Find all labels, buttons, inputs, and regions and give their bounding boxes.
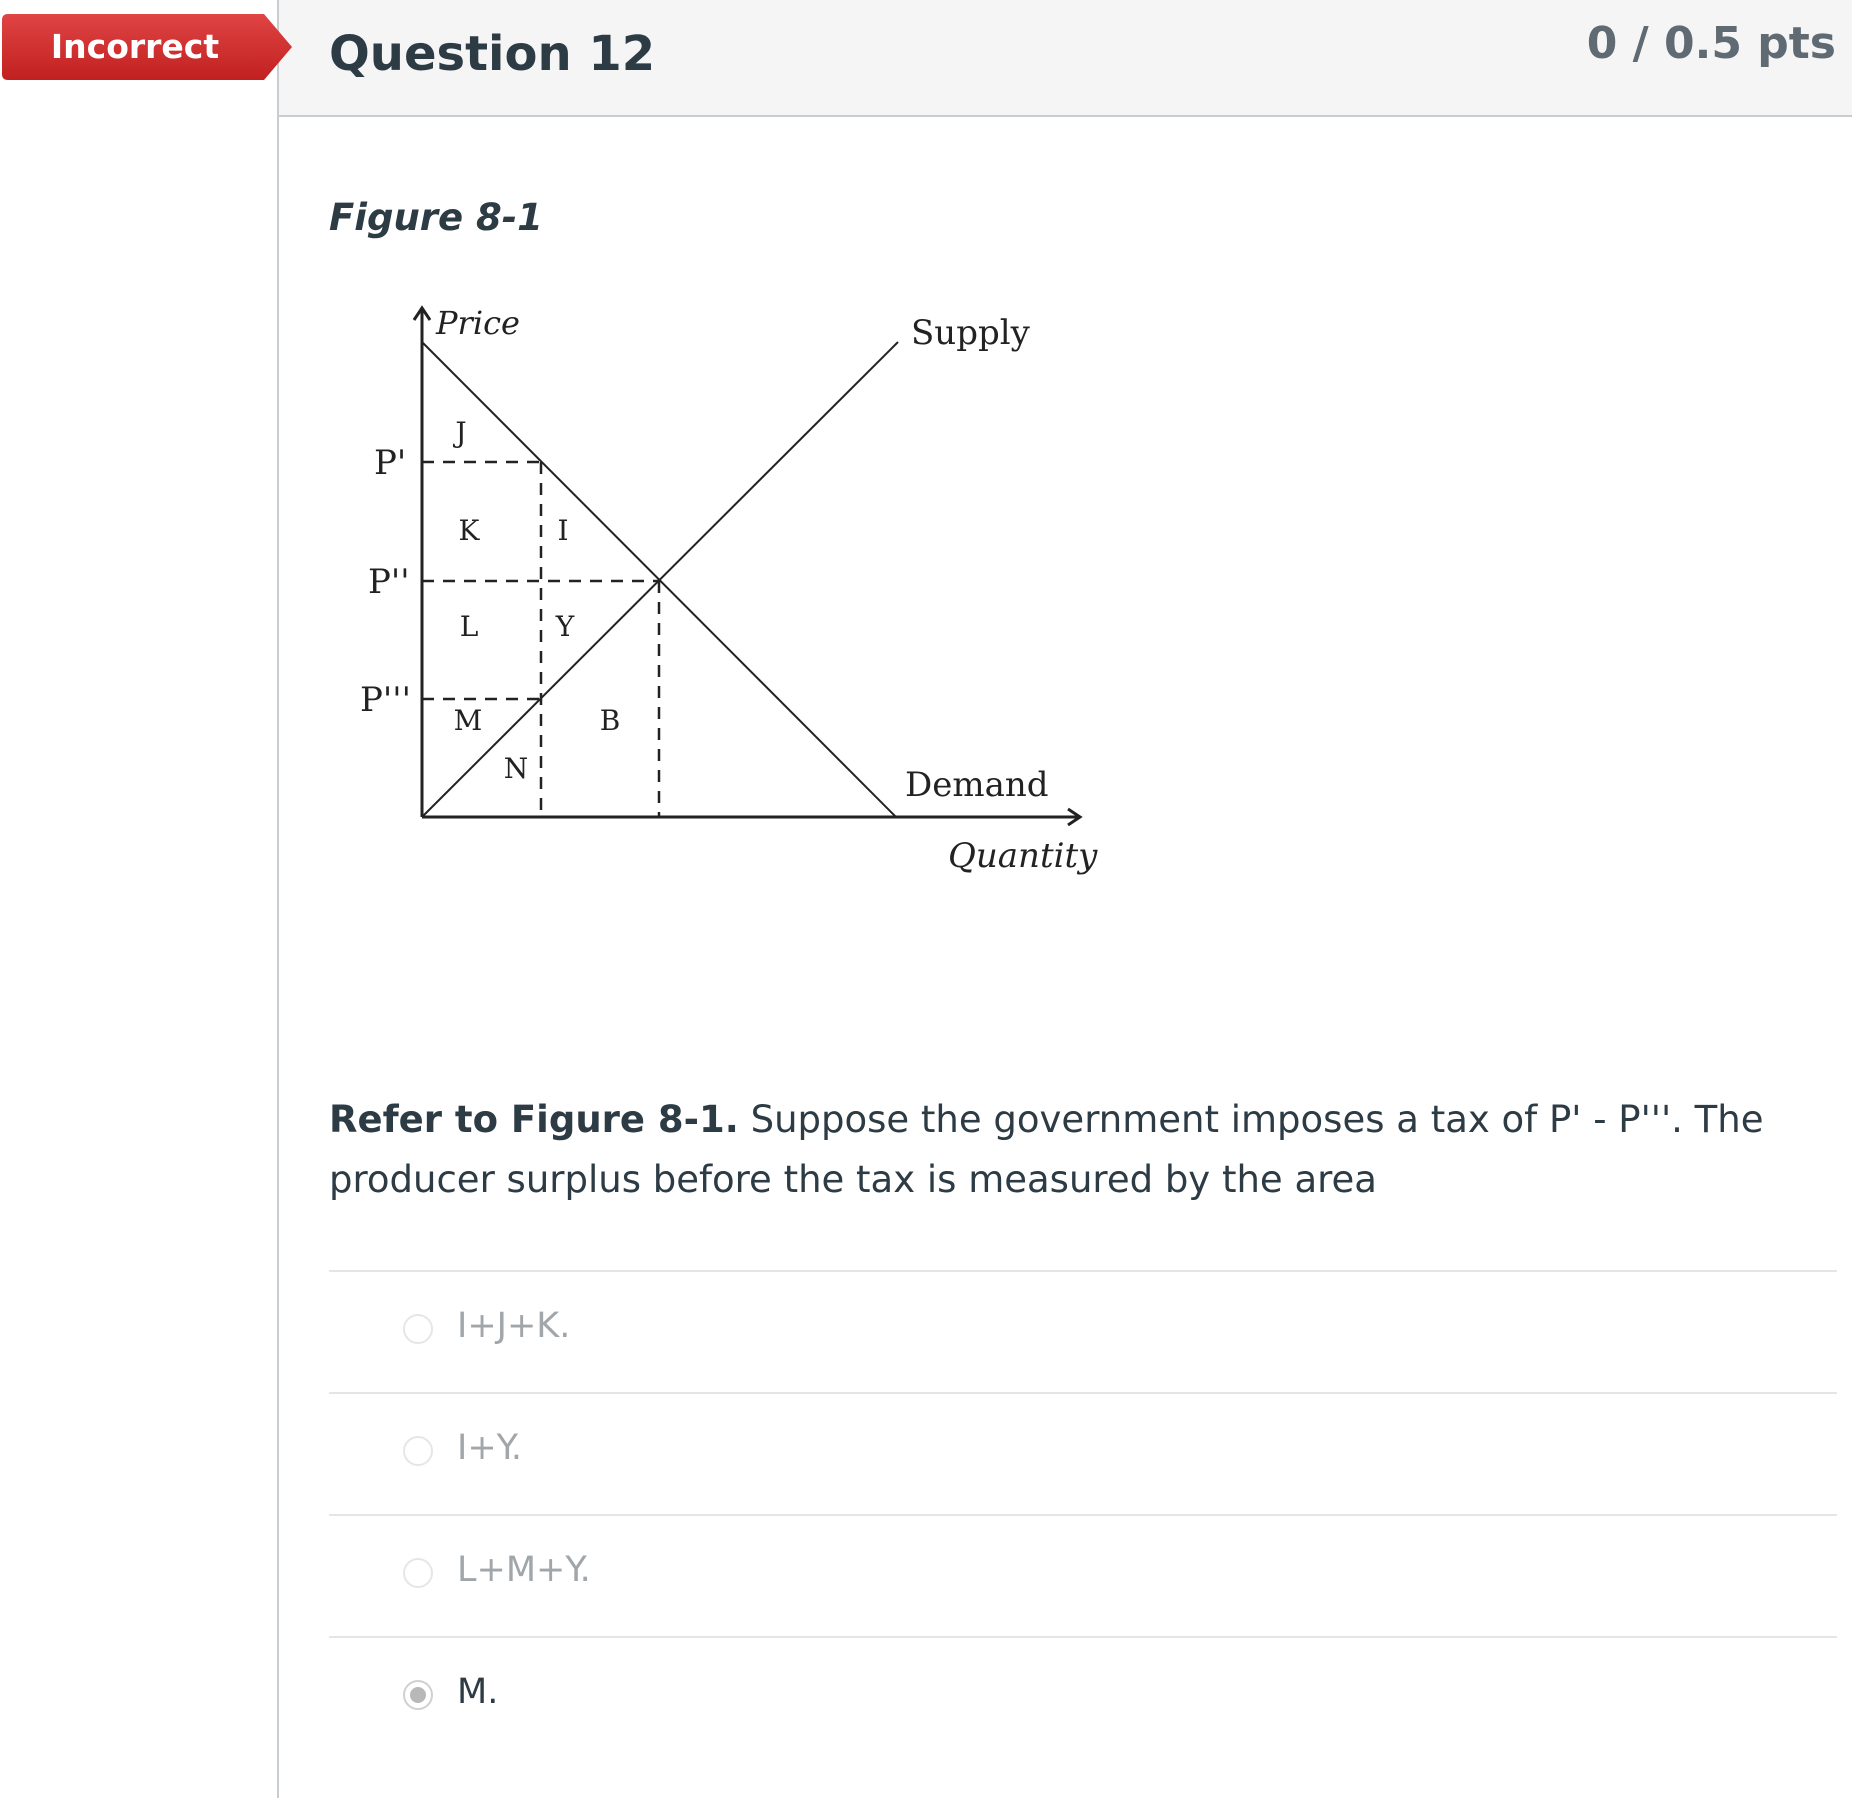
- answer-option-4[interactable]: [329, 1636, 1837, 1758]
- incorrect-badge: [2, 14, 280, 80]
- supply-label: Supply: [911, 313, 1030, 353]
- axes: [414, 308, 1080, 825]
- region-j: J: [455, 416, 467, 449]
- region-b: B: [599, 704, 621, 737]
- badge-label: Incorrect: [50, 27, 220, 66]
- supply-demand-figure: [340, 290, 1110, 890]
- region-n: N: [503, 752, 529, 785]
- answer-list: [329, 1270, 1837, 1758]
- radio-button-selected[interactable]: [403, 1680, 433, 1710]
- divider-line: [277, 0, 279, 1798]
- demand-label: Demand: [905, 765, 1049, 805]
- x-axis-label: Quantity: [948, 836, 1098, 876]
- radio-button[interactable]: [403, 1436, 433, 1466]
- answer-option-2[interactable]: [329, 1392, 1837, 1514]
- answer-label: L+M+Y.: [457, 1550, 591, 1590]
- region-l: L: [459, 610, 479, 643]
- prompt-text: Suppose the government imposes a tax of P' - P'''. The producer surplus before the tax is measured by the area: [329, 1098, 1764, 1201]
- points-score: 0 / 0.5 pts: [1586, 18, 1836, 69]
- region-m: M: [453, 704, 483, 737]
- price-label-p2: P'': [368, 562, 410, 602]
- radio-button[interactable]: [403, 1314, 433, 1344]
- figure-title: Figure 8-1: [329, 196, 543, 239]
- region-k: K: [458, 514, 480, 547]
- question-prompt: [329, 1090, 1829, 1210]
- question-title: Question 12: [329, 26, 656, 82]
- price-label-p1: P': [374, 443, 407, 483]
- answer-option-3[interactable]: [329, 1514, 1837, 1636]
- left-rail: [0, 0, 278, 1798]
- region-i: I: [557, 514, 569, 547]
- answer-label: I+Y.: [457, 1428, 523, 1468]
- prompt-reference: Refer to Figure 8-1.: [329, 1098, 739, 1141]
- price-label-p3: P''': [360, 680, 411, 720]
- y-axis-label: Price: [436, 304, 520, 342]
- answer-option-1[interactable]: [329, 1270, 1837, 1392]
- radio-button[interactable]: [403, 1558, 433, 1588]
- region-y: Y: [555, 610, 575, 643]
- answer-label: I+J+K.: [457, 1306, 571, 1346]
- answer-label: M.: [457, 1672, 499, 1712]
